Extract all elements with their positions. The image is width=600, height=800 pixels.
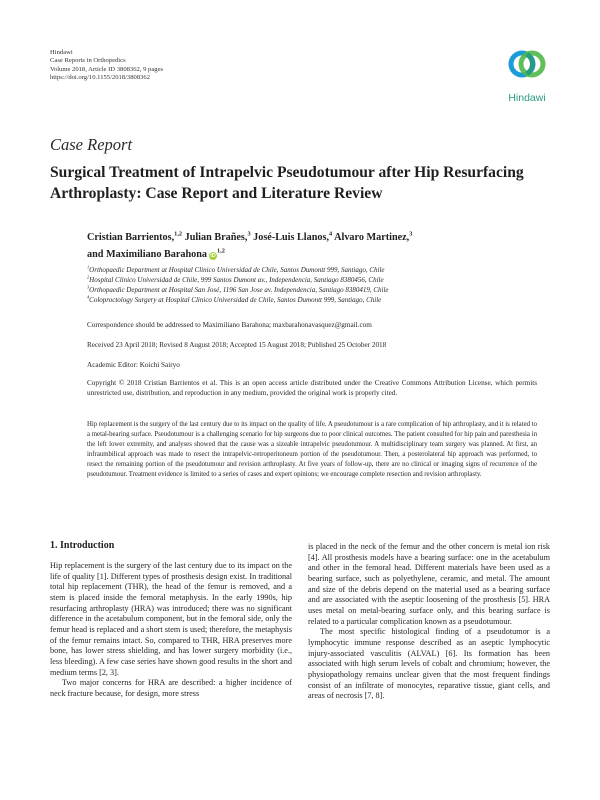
abstract-text: Hip replacement is the surgery of the last century due to its impact on the quality of life. A pseudotumour is a rare complication of hip arthroplasty, and it is related to a metal-bearing surface. Pseudotumour is a challenging scenario for hip surgeons due to poor clinical outcomes. The patient consulted for hip pain and paresthesia in the left lower extremity, and analyses showed that the cause was a sizeable intrapelvic pseudotumour. A multidisciplinary team surgery was planned. At first, an infraumbilical approach was made to resect the intrapelvic-retroperitoneum portion of the pseudotumour. Then, a posterolateral hip approach was performed, to resect the remaining portion of the pseudotumour and revision arthroplasty. At five years of follow-up, there are no clinical or imaging signs of recurrence of the pseudotumour. Treatment evidence is limited to a series of cases and expert opinions; we encourage complete resection and revision arthroplasty. (87, 421, 537, 479)
journal-name: Case Reports in Orthopedics (50, 57, 126, 65)
volume-info: Volume 2018, Article ID 3808362, 9 pages (50, 65, 164, 73)
affiliation-text: Orthopaedic Department at Hospital San José, 1196 San Jose av. Independencia, Santiago 8380419, Chile (89, 286, 389, 295)
affiliation-item (87, 295, 487, 305)
copyright-notice: Copyright © 2018 Cristian Barrientos et al. This is an open access article distributed under the Creative Commons Attribution License, which permits unrestricted use, distribution, and reproduction in any medium, provided the original work is properly cited. (87, 379, 537, 398)
affiliation-text: Coloproctology Surgery at Hospital Clinico Universidad de Chile, Santos Dumontt 999, Santiago, Chile (89, 296, 382, 305)
author-name: and Maximiliano Barahona (87, 249, 208, 260)
doi-link[interactable]: https://doi.org/10.1155/2018/3808362 (50, 73, 151, 81)
author-list (87, 229, 507, 263)
affiliation-sup: 1 (87, 264, 90, 270)
affiliation-sup: 4 (87, 294, 90, 300)
affiliation-item (87, 275, 487, 285)
body-paragraph: Hip replacement is the surgery of the last century due to its impact on the life of quality [1]. Different types of prosthesis design exist. In traditional total hip replacement (THR), the head of the femur is removed, and a stem is placed inside the femoral metaphysis. In the early 1990s, hip resurfacing arthroplasty (HRA) was introduced; there was no significant difference in the acetabulum component, but in the femoral side, only the femur head is replaced and a short stem is used; therefore, the metaphysis of the femur remains intact. So, compared to THR, HRA preserves more bone, has lower stress shielding, and has lower surgery morbidity (i.e., less bleeding). A few case series have shown good results in the short and medium terms [2, 3]. (50, 561, 292, 677)
article-type: Case Report (50, 135, 133, 154)
hindawi-logo (497, 46, 557, 104)
affiliation-item (87, 265, 487, 275)
author-name: Cristian Barrientos, (87, 232, 175, 243)
author-affil-sup: 3 (247, 230, 251, 238)
body-column-left (50, 561, 292, 700)
author-affil-sup: 1,2 (217, 247, 225, 255)
affiliation-item (87, 285, 487, 295)
section-heading: 1. Introduction (50, 540, 115, 551)
affiliation-list (87, 265, 487, 305)
dates-line: Received 23 April 2018; Revised 8 August 2018; Accepted 15 August 2018; Published 25 October 2018 (87, 341, 387, 349)
author-name: Alvaro Martinez, (334, 232, 410, 243)
publisher-name: Hindawi (50, 49, 73, 56)
author-affil-sup: 1,2 (174, 230, 183, 238)
body-paragraph: The most specific histological finding of a pseudotumor is a lymphocytic immune response described as an aseptic lymphocytic injury-associated vasculitis (ALVAL) [6]. Its formation has been associated with high serum levels of cobalt and chromium; however, the physiopathology remains unclear given that the most frequent findings consist of an infiltrate of monocytes, reparative tissue, giant cells, and areas of necrosis [7, 8]. (308, 627, 550, 701)
academic-editor: Academic Editor: Koichi Sairyo (87, 361, 180, 369)
correspondence-line: Correspondence should be addressed to Maximiliano Barahona; maxbarahonavasquez@gmail.com (87, 321, 372, 329)
affiliation-text: Orthopaedic Department at Hospital Clinico Universidad de Chile, Santos Dumontt 999, Santiago, Chile (89, 266, 385, 274)
logo-wordmark: Hindawi (508, 92, 546, 104)
journal-header (50, 49, 163, 82)
body-column-right (308, 542, 550, 702)
affiliation-sup: 2 (87, 274, 90, 280)
author-affil-sup: 4 (329, 230, 333, 238)
article-title: Surgical Treatment of Intrapelvic Pseudotumour after Hip Resurfacing Arthroplasty: Case Report and Literature Review (50, 164, 524, 202)
author-name: Julian Brañes, (184, 232, 248, 243)
orcid-icon[interactable]: iD (210, 253, 216, 259)
affiliation-sup: 3 (87, 284, 90, 290)
body-paragraph: Two major concerns for HRA are described: a higher incidence of neck fracture because, for design, more stress (50, 678, 292, 698)
affiliation-text: Hospital Clinico Universidad de Chile, 999 Santos Dumont av., Independencia, Santiago 8380456, Chile (89, 276, 384, 285)
hindawi-logo-icon (502, 46, 552, 86)
author-affil-sup: 3 (409, 230, 413, 238)
body-paragraph: is placed in the neck of the femur and the other concern is metal ion risk [4]. All prosthesis models have a bearing surface: one in the acetabulum and other in the femoral head. Different materials have been used as a bearing surface, such as polyethylene, ceramic, and metal. The amount and size of the debris depend on the material used as a bearing surface and are associated with the aseptic loosening of the prosthesis [5]. HRA uses metal on metal-bearing surface only, and this bearing surface is related to a particular complication known as a pseudotumour. (308, 542, 550, 626)
author-name: José-Luis Llanos, (253, 232, 329, 243)
